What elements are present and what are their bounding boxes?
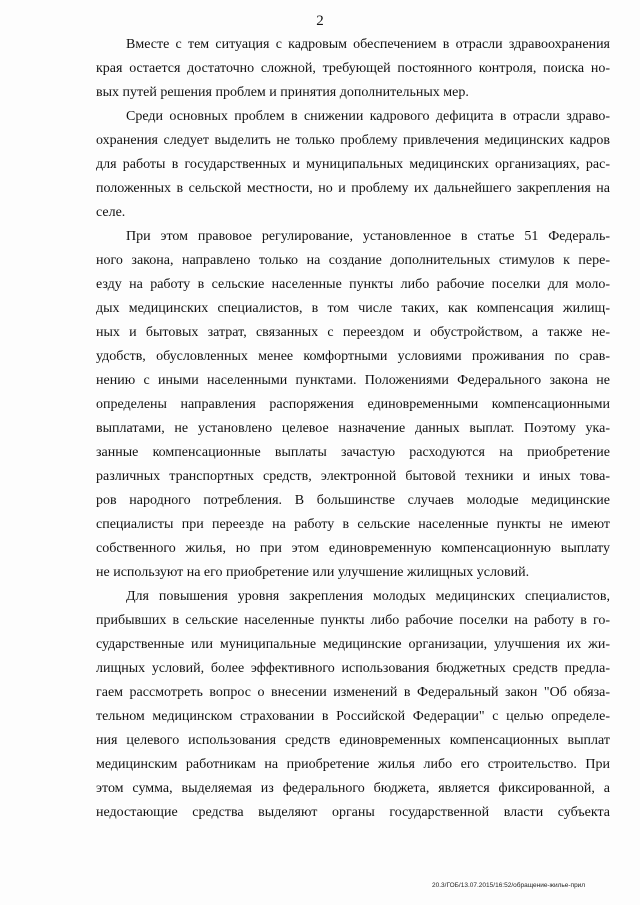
text-line: этом сумма, выделяемая из федерального бюджета, является фиксированной, а xyxy=(96,781,610,796)
text-line: охранения следует выделить не только проблему привлечения медицинских кадров xyxy=(96,133,610,148)
text-line: Вместе с тем ситуация с кадровым обеспечением в отрасли здравоохранения xyxy=(126,37,610,52)
text-line: селе. xyxy=(96,205,126,220)
text-line: сударственные или муниципальные медицинские организации, улучшения их жи- xyxy=(96,637,610,652)
text-line: Среди основных проблем в снижении кадрового дефицита в отрасли здраво- xyxy=(126,109,610,124)
text-line: прибывших в сельские населенные пункты либо рабочие поселки на работу в го- xyxy=(96,613,610,628)
text-line: Для повышения уровня закрепления молодых медицинских специалистов, xyxy=(126,589,610,604)
text-line: различных транспортных средств, электронной бытовой техники и иных това- xyxy=(96,469,610,484)
paragraph-2 xyxy=(96,105,610,225)
page-number: 2 xyxy=(316,13,324,29)
text-line: ного закона, направлено только на создание дополнительных стимулов к пере- xyxy=(96,253,610,268)
text-line: определены направления распоряжения единовременными компенсационными xyxy=(96,397,610,412)
text-line: ных и бытовых затрат, связанных с переездом и обустройством, а также не- xyxy=(96,325,610,340)
text-line: езду на работу в сельские населенные пункты либо рабочие поселки для моло- xyxy=(96,277,610,292)
paragraph-1 xyxy=(96,33,610,105)
text-line: не используют на его приобретение или улучшение жилищных условий. xyxy=(96,565,530,580)
footer-doc-code: 20.3/ГОБ/13.07.2015/16:52/обращение-жилье-прил xyxy=(432,882,586,889)
text-line: выплатами, не установлено целевое назначение данных выплат. Поэтому ука- xyxy=(96,421,610,436)
text-line: недостающие средства выделяют органы государственной власти субъекта xyxy=(96,805,610,820)
text-line: медицинским работникам на приобретение жилья либо его строительство. При xyxy=(96,757,610,772)
text-line: лищных условий, более эффективного использования бюджетных средств предла- xyxy=(96,661,610,676)
text-line: вых путей решения проблем и принятия дополнительных мер. xyxy=(96,85,469,100)
text-line: занные компенсационные выплаты зачастую расходуются на приобретение xyxy=(96,445,610,460)
paragraph-3 xyxy=(96,225,610,585)
text-line: гаем рассмотреть вопрос о внесении изменений в Федеральный закон "Об обяза- xyxy=(96,685,610,700)
text-line: При этом правовое регулирование, установленное в статье 51 Федераль- xyxy=(126,229,610,244)
text-line: собственного жилья, но при этом единовременную компенсационную выплату xyxy=(96,541,610,556)
text-line: ния целевого использования средств единовременных компенсационных выплат xyxy=(96,733,610,748)
text-line: тельном медицинском страховании в Российской Федерации" с целью определе- xyxy=(96,709,610,724)
text-line: специалисты при переезде на работу в сельские населенные пункты не имеют xyxy=(96,517,610,532)
paragraph-4 xyxy=(96,585,610,825)
text-line: положенных в сельской местности, но и проблему их дальнейшего закрепления на xyxy=(96,181,610,196)
text-line: дых медицинских специалистов, в том числе таких, как компенсация жилищ- xyxy=(96,301,610,316)
text-line: ров народного потребления. В большинстве случаев молодые медицинские xyxy=(96,493,610,508)
document-body xyxy=(96,33,610,825)
text-line: нению с иными населенными пунктами. Положениями Федерального закона не xyxy=(96,373,610,388)
text-line: для работы в государственных и муниципальных медицинских организациях, рас- xyxy=(96,157,610,172)
text-line: края остается достаточно сложной, требующей постоянного контроля, поиска но- xyxy=(96,61,610,76)
text-line: удобств, обусловленных менее комфортными условиями проживания по срав- xyxy=(96,349,610,364)
